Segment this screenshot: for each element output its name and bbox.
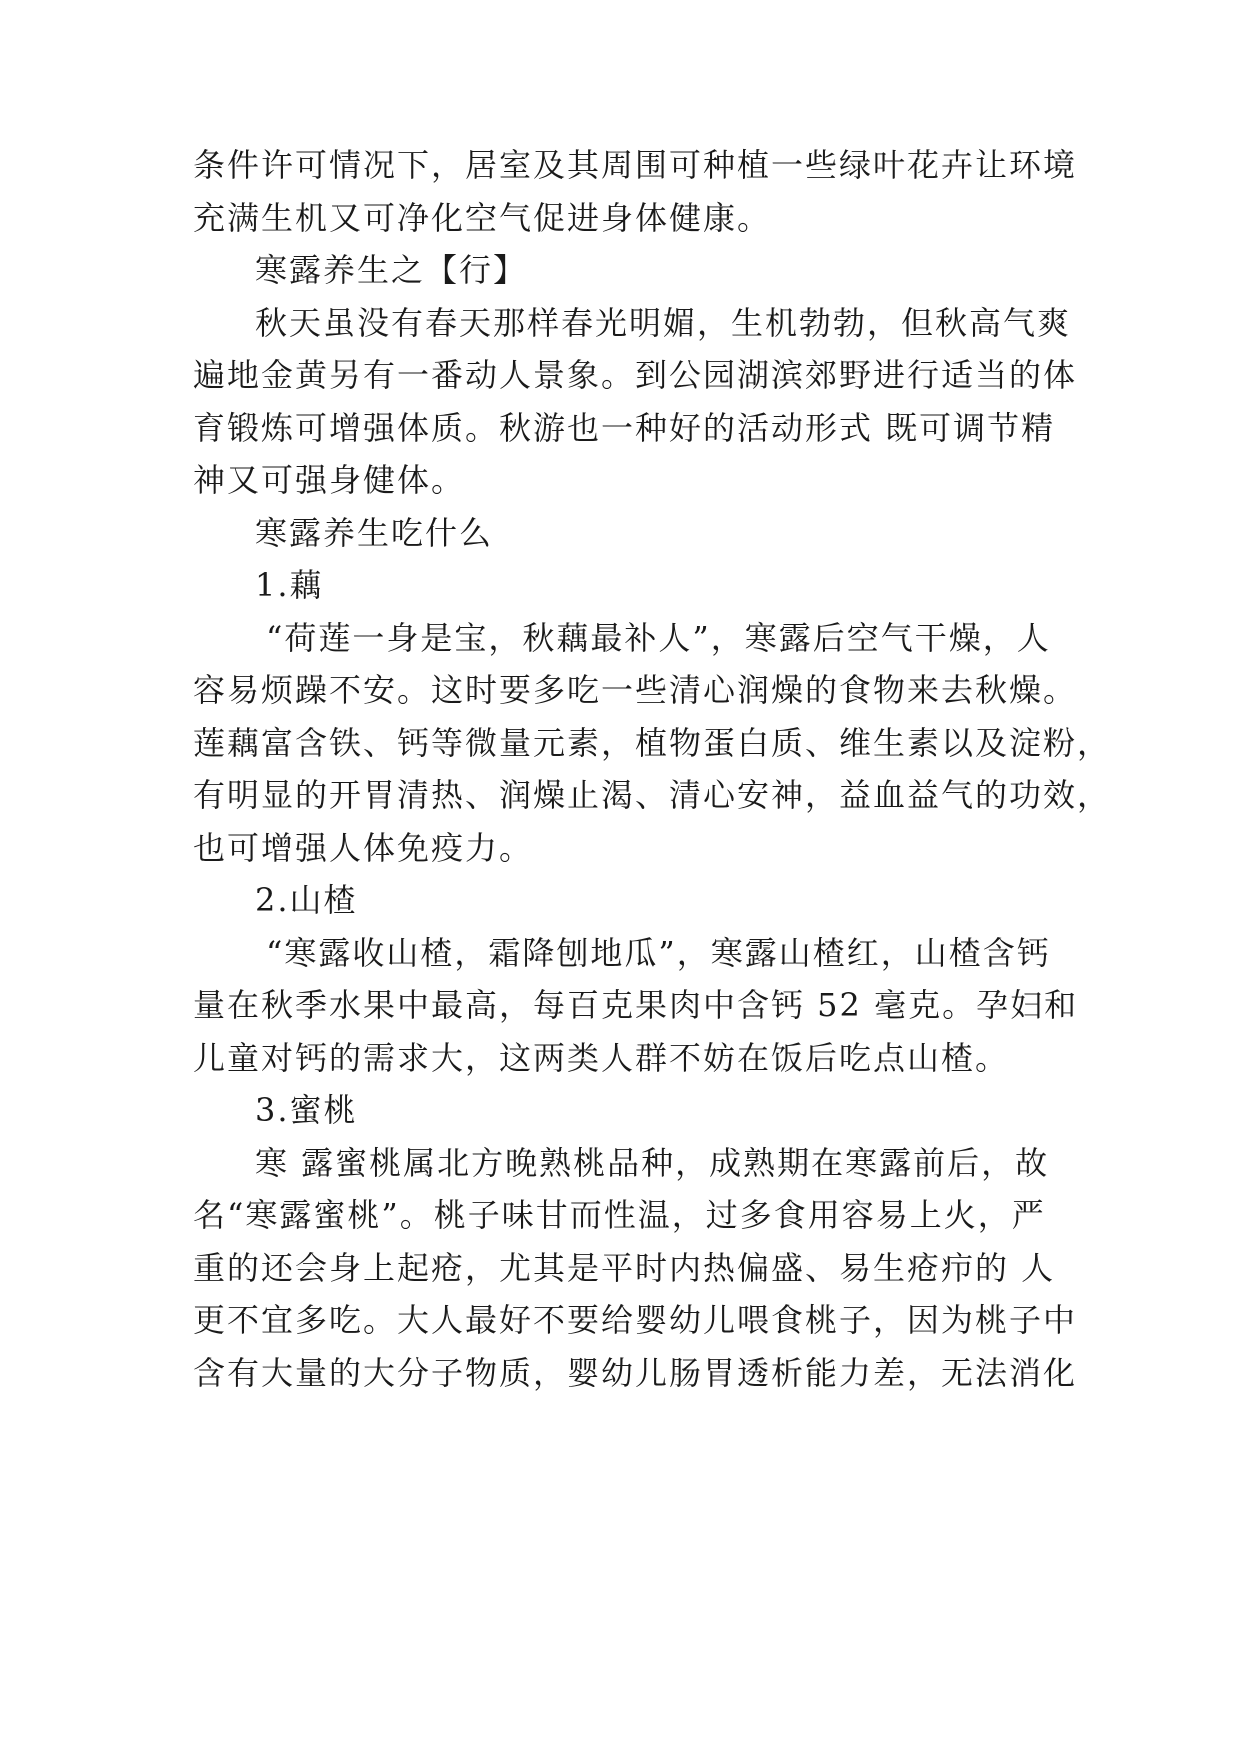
paragraph-line: 有明显的开胃清热、润燥止渴、清心安神，益血益气的功效，	[193, 776, 1112, 814]
paragraph-line: 秋天虽没有春天那样春光明媚，生机勃勃，但秋高气爽	[255, 304, 1072, 342]
paragraph-line: 重的还会身上起疮，尤其是平时内热偏盛、易生疮疖的 人	[193, 1249, 1056, 1287]
paragraph-line: 量在秋季水果中最高，每百克果肉中含钙 52 毫克。孕妇和	[193, 986, 1079, 1024]
paragraph-line: “荷莲一身是宝，秋藕最补人”，寒露后空气干燥，人	[266, 619, 1051, 657]
item-heading: 3.蜜桃	[255, 1091, 358, 1129]
paragraph-line: 名“寒露蜜桃”。桃子味甘而性温，过多食用容易上火，严	[193, 1196, 1046, 1234]
paragraph-line: 含有大量的大分子物质，婴幼儿肠胃透析能力差，无法消化	[193, 1354, 1078, 1392]
item-heading: 1.藕	[255, 566, 324, 604]
paragraph-line: 莲藕富含铁、钙等微量元素，植物蛋白质、维生素以及淀粉，	[193, 724, 1112, 762]
paragraph-line: 遍地金黄另有一番动人景象。到公园湖滨郊野进行适当的体	[193, 356, 1078, 394]
paragraph-line: 神又可强身健体。	[193, 461, 466, 499]
paragraph-line: 条件许可情况下，居室及其周围可种植一些绿叶花卉让环境	[193, 146, 1078, 184]
paragraph-line: 寒 露蜜桃属北方晚熟桃品种，成熟期在寒露前后，故	[255, 1144, 1050, 1182]
paragraph-line: “寒露收山楂，霜降刨地瓜”，寒露山楂红，山楂含钙	[266, 934, 1051, 972]
paragraph-line: 更不宜多吃。大人最好不要给婴幼儿喂食桃子，因为桃子中	[193, 1301, 1078, 1339]
paragraph-line: 容易烦躁不安。这时要多吃一些清心润燥的食物来去秋燥。	[193, 671, 1078, 709]
item-heading: 2.山楂	[255, 881, 358, 919]
paragraph-line: 儿童对钙的需求大，这两类人群不妨在饭后吃点山楂。	[193, 1039, 1010, 1077]
paragraph-line: 育锻炼可增强体质。秋游也一种好的活动形式 既可调节精	[193, 409, 1056, 447]
section-heading: 寒露养生吃什么	[255, 514, 494, 552]
paragraph-line: 充满生机又可净化空气促进身体健康。	[193, 199, 772, 237]
section-heading: 寒露养生之【行】	[255, 251, 528, 289]
paragraph-line: 也可增强人体免疫力。	[193, 829, 534, 867]
